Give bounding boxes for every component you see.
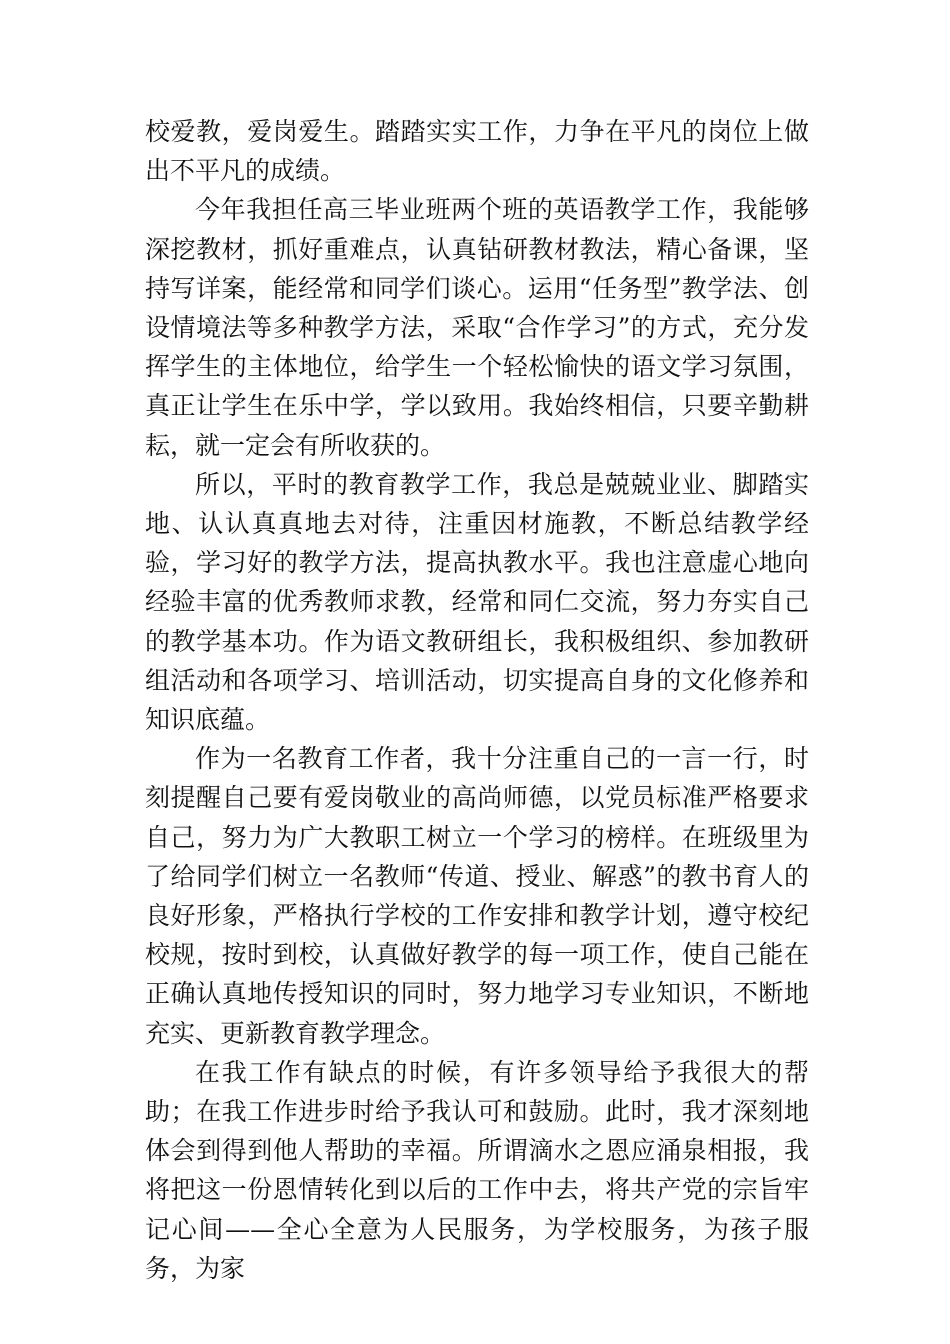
document-page (145, 112, 809, 1288)
paragraph-teacher-ethics: 作为一名教育工作者，我十分注重自己的一言一行，时刻提醒自己要有爱岗敬业的高尚师德，以党员标准严格要求自己，努力为广大教职工树立一个学习的榜样。在班级里为了给同学们树立一名教师“传道、授业、解惑”的教书育人的良好形象，严格执行学校的工作安排和教学计划，遵守校纪校规，按时到校，认真做好教学的每一项工作，使自己能在正确认真地传授知识的同时，努力地学习专业知识，不断地充实、更新教育教学理念。 (145, 744, 809, 1048)
paragraph-continuation: 校爱教，爱岗爱生。踏踏实实工作，力争在平凡的岗位上做出不平凡的成绩。 (145, 117, 809, 186)
paragraph-teaching-work: 今年我担任高三毕业班两个班的英语教学工作，我能够深挖教材，抓好重难点，认真钻研教材教法，精心备课，坚持写详案，能经常和同学们谈心。运用“任务型”教学法、创设情境法等多种教学方法，采取“合作学习”的方式，充分发挥学生的主体地位，给学生一个轻松愉快的语文学习氛围，真正让学生在乐中学，学以致用。我始终相信，只要辛勤耕耘，就一定会有所收获的。 (145, 195, 809, 460)
paragraph-daily-teaching: 所以，平时的教育教学工作，我总是兢兢业业、脚踏实地、认认真真地去对待，注重因材施教，不断总结教学经验，学习好的教学方法，提高执教水平。我也注意虚心地向经验丰富的优秀教师求教，经常和同仁交流，努力夯实自己的教学基本功。作为语文教研组长，我积极组织、参加教研组活动和各项学习、培训活动，切实提高自身的文化修养和知识底蕴。 (145, 469, 809, 735)
paragraph-gratitude: 在我工作有缺点的时候，有许多领导给予我很大的帮助；在我工作进步时给予我认可和鼓励。此时，我才深刻地体会到得到他人帮助的幸福。所谓滴水之恩应涌泉相报，我将把这一份恩情转化到以后的工作中去，将共产党的宗旨牢记心间——全心全意为人民服务，为学校服务，为孩子服务，为家 (145, 1057, 809, 1283)
